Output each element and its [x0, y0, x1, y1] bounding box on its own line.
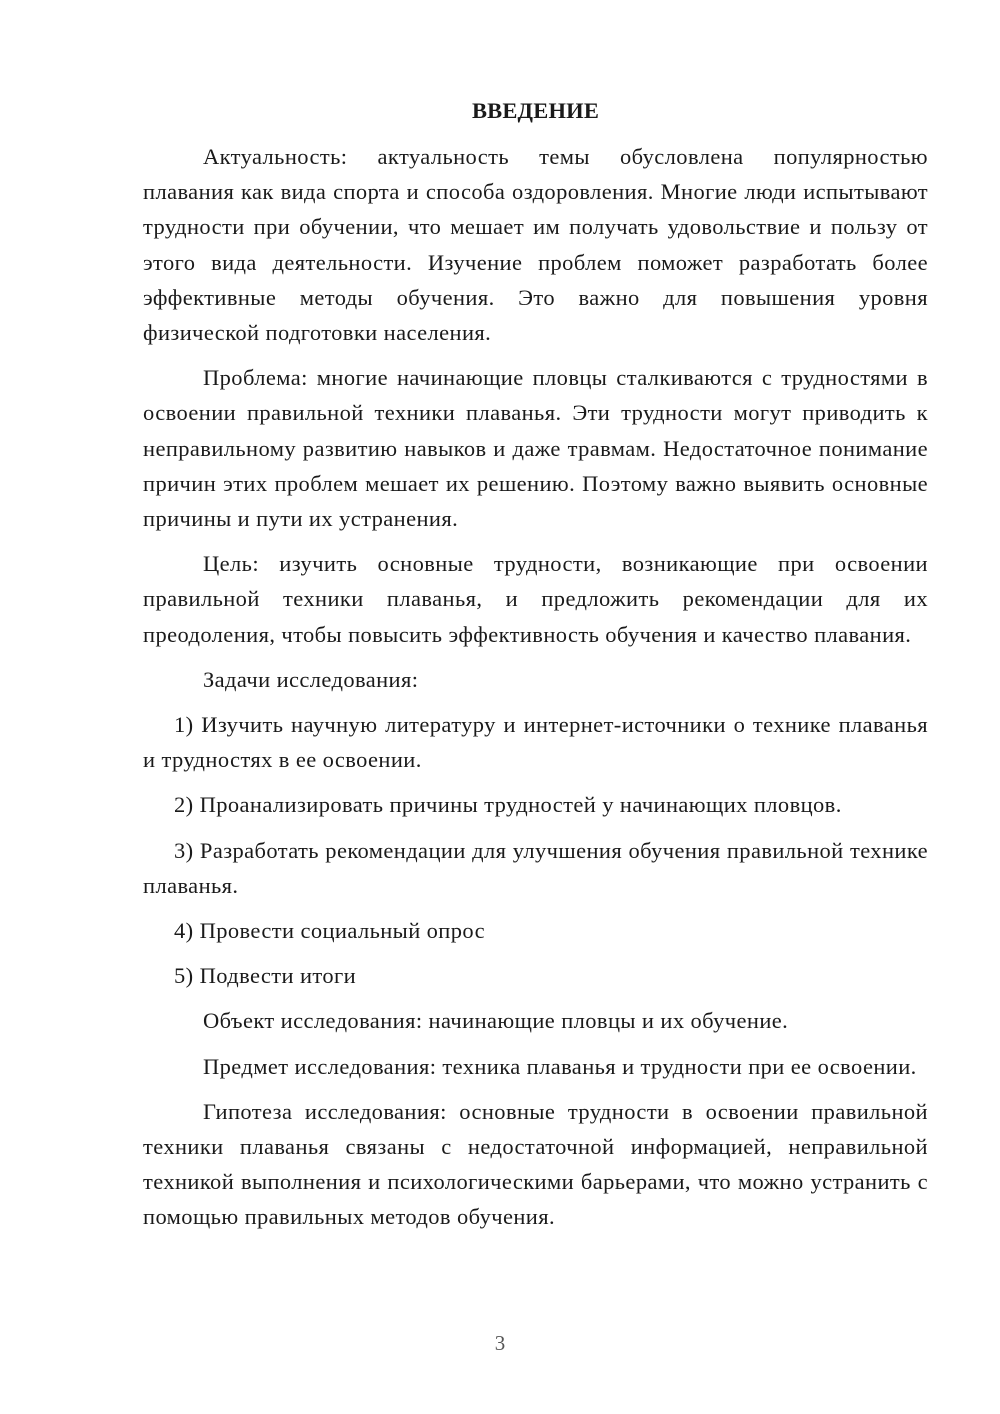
task-item: 4) Провести социальный опрос — [174, 918, 485, 944]
task-item: 5) Подвести итоги — [174, 963, 357, 989]
page-number: 3 — [494, 1331, 506, 1355]
task-item: 1) Изучить научную литературу и интернет-источники о технике плаванья и трудностях в ее освоении. — [143, 712, 928, 773]
paragraph-subject: Предмет исследования: техника плаванья и трудности при ее освоении. — [203, 1053, 917, 1079]
paragraph-hypothesis: Гипотеза исследования: основные трудности в освоении правильной техники плаванья связаны с недостаточной информацией, неправильной техникой выполнения и психологическими барьерами, что можно устранить с помощью правильных методов обучения. — [143, 1098, 928, 1230]
page-title: ВВЕДЕНИЕ — [471, 98, 600, 123]
paragraph-goal: Цель: изучить основные трудности, возникающие при освоении правильной техники плаванья, и предложить рекомендации для их преодоления, чтобы повысить эффективность обучения и качество плавания. — [143, 551, 928, 647]
paragraph-tasks-heading: Задачи исследования: — [203, 666, 419, 692]
document-page — [143, 92, 928, 1245]
task-item: 2) Проанализировать причины трудностей у начинающих пловцов. — [174, 792, 842, 818]
paragraph-object: Объект исследования: начинающие пловцы и их обучение. — [203, 1008, 789, 1034]
task-item: 3) Разработать рекомендации для улучшения обучения правильной технике плаванья. — [143, 837, 928, 898]
paragraph-relevance: Актуальность: актуальность темы обусловлена популярностью плавания как вида спорта и способа оздоровления. Многие люди испытывают трудности при обучении, что мешает им получать удовольствие и пользу от этого вида деятельности. Изучение проблем поможет разработать более эффективные методы обучения. Это важно для повышения уровня физической подготовки населения. — [143, 144, 928, 346]
paragraph-problem: Проблема: многие начинающие пловцы сталкиваются с трудностями в освоении правильной техники плаванья. Эти трудности могут приводить к неправильному развитию навыков и даже травмам. Недостаточное понимание причин этих проблем мешает их решению. Поэтому важно выявить основные причины и пути их устранения. — [143, 365, 928, 532]
